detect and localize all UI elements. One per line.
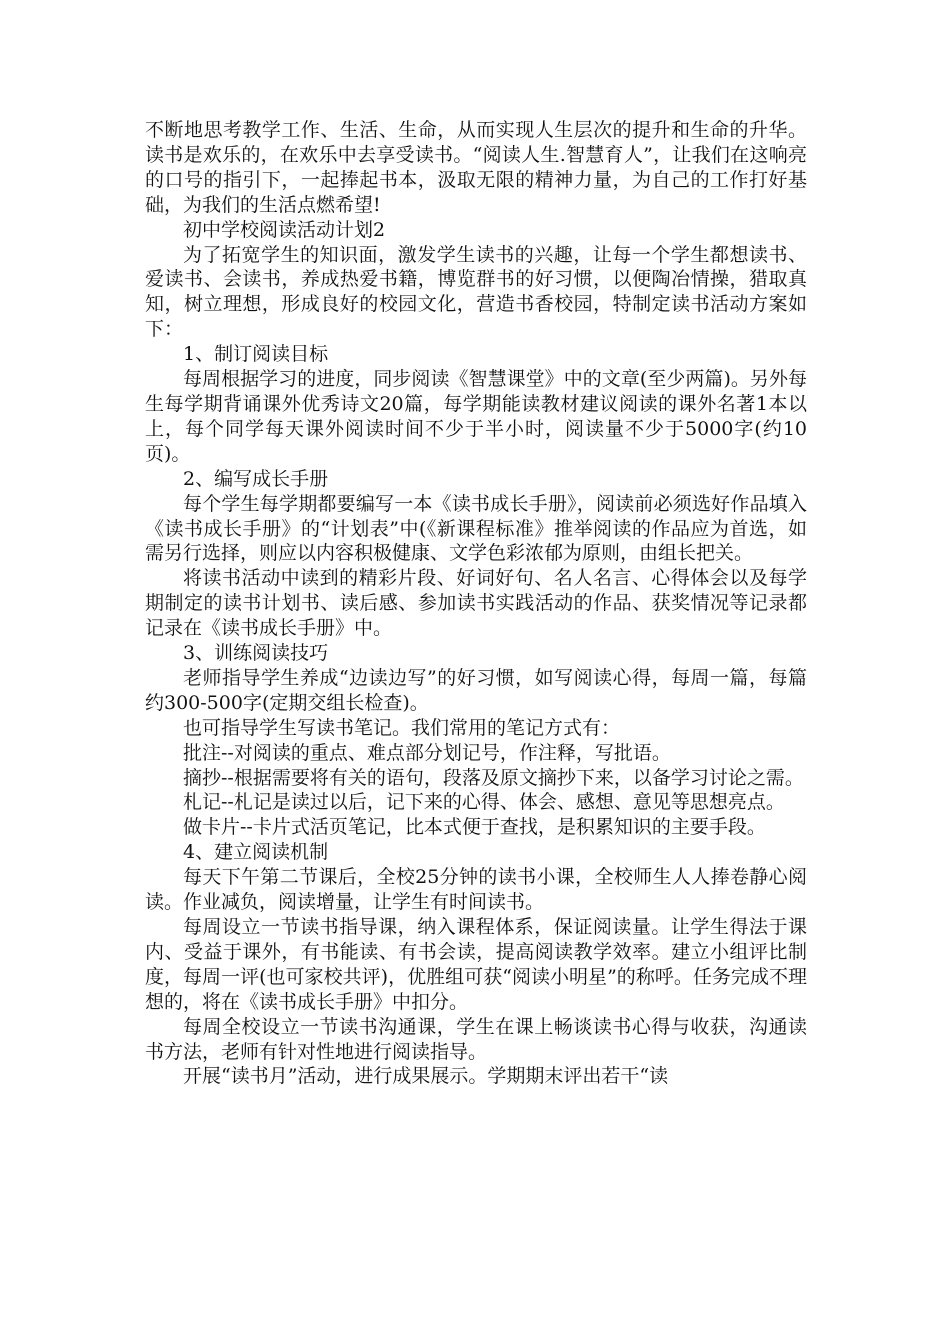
section-heading-3: 3、训练阅读技巧 [183,642,329,665]
paragraph-daily-reading: 每天下午第二节课后，全校25分钟的读书小课，全校师生人人捧卷静心阅读。作业减负，阅读增量，让学生有时间读书。 [145,866,807,914]
paragraph-excerpt: 摘抄--根据需要将有关的语句，段落及原文摘抄下来，以备学习讨论之需。 [183,766,804,789]
section-heading-4: 4、建立阅读机制 [183,841,329,864]
document-title: 初中学校阅读活动计划2 [183,218,386,241]
paragraph-growth-handbook: 每个学生每学期都要编写一本《读书成长手册》，阅读前必须选好作品填入《读书成长手册》的“计划表”中(《新课程标准》推举阅读的作品应为首选，如需另行选择，则应以内容积极健康、文学色彩浓郁为原则，由组长把关。 [145,492,807,565]
paragraph-annotation: 批注--对阅读的重点、难点部分划记号，作注释，写批语。 [183,741,671,764]
document-page [145,118,807,1089]
paragraph-purpose: 为了拓宽学生的知识面，激发学生读书的兴趣，让每一个学生都想读书、爱读书、会读书，养成热爱书籍，博览群书的好习惯，以便陶冶情操，猎取真知，树立理想，形成良好的校园文化，营造书香校园，特制定读书活动方案如下： [145,243,807,341]
paragraph-jotting: 札记--札记是读过以后，记下来的心得、体会、感想、意见等思想亮点。 [183,791,785,814]
paragraph-cards: 做卡片--卡片式活页笔记，比本式便于查找，是积累知识的主要手段。 [183,816,766,839]
paragraph-communication-class: 每周全校设立一节读书沟通课，学生在课上畅谈读书心得与收获，沟通读书方法，老师有针对性地进行阅读指导。 [145,1015,807,1063]
paragraph-handbook-records: 将读书活动中读到的精彩片段、好词好句、名人名言、心得体会以及每学期制定的读书计划书、读后感、参加读书实践活动的作品、获奖情况等记录都记录在《读书成长手册》中。 [145,567,807,640]
section-heading-1: 1、制订阅读目标 [183,343,329,366]
paragraph-reading-goals: 每周根据学习的进度，同步阅读《智慧课堂》中的文章(至少两篇)。另外每生每学期背诵课外优秀诗文20篇，每学期能读教材建议阅读的课外名著1本以上，每个同学每天课外阅读时间不少于半小时，阅读量不少于5000字(约10页)。 [145,368,807,465]
paragraph-reading-month: 开展“读书月”活动，进行成果展示。学期期末评出若干“读 [183,1065,669,1088]
paragraph-note-methods: 也可指导学生写读书笔记。我们常用的笔记方式有： [183,716,621,739]
paragraph-intro-continuation: 不断地思考教学工作、生活、生命，从而实现人生层次的提升和生命的升华。读书是欢乐的，在欢乐中去享受读书。“阅读人生.智慧育人”，让我们在这响亮的口号的指引下，一起捧起书本，汲取无限的精神力量，为自己的工作打好基础，为我们的生活点燃希望! [145,119,807,216]
section-heading-2: 2、编写成长手册 [183,467,329,490]
paragraph-guidance-class: 每周设立一节读书指导课，纳入课程体系，保证阅读量。让学生得法于课内、受益于课外，有书能读、有书会读，提高阅读教学效率。建立小组评比制度，每周一评(也可家校共评)，优胜组可获“阅读小明星”的称呼。任务完成不理想的，将在《读书成长手册》中扣分。 [145,916,807,1013]
paragraph-reading-notes: 老师指导学生养成“边读边写”的好习惯，如写阅读心得，每周一篇，每篇约300-500字(定期交组长检查)。 [145,666,807,714]
